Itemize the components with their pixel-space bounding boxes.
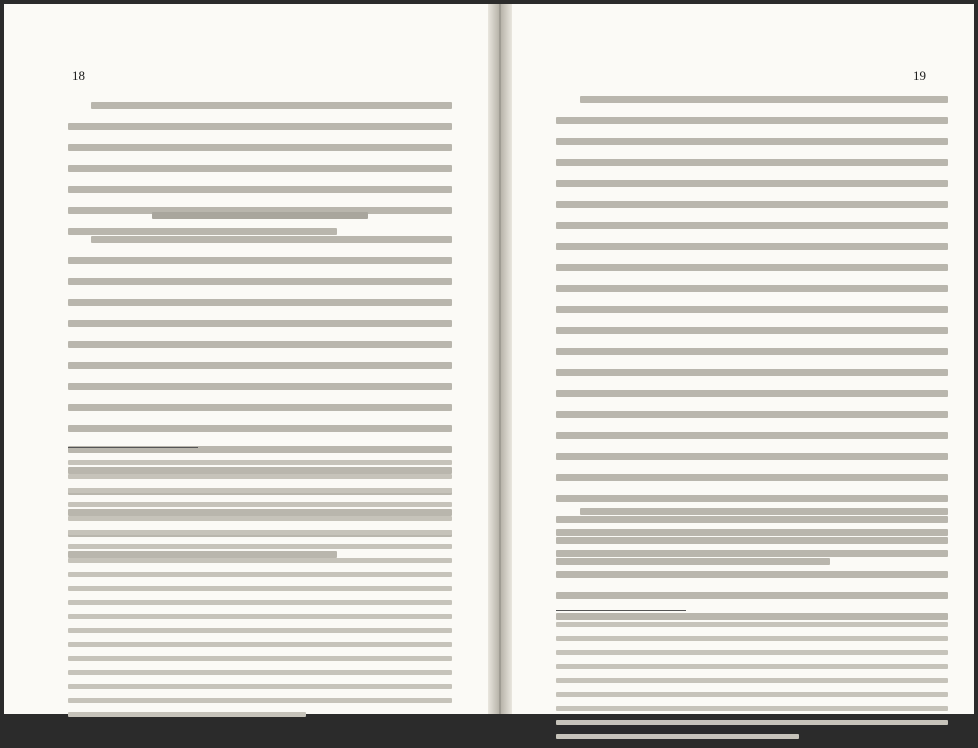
footnotes-block — [556, 622, 948, 748]
book-gutter — [488, 4, 512, 714]
left-page — [4, 4, 488, 714]
paragraph-block — [556, 508, 948, 634]
footnote-divider — [68, 447, 198, 448]
footnotes-block — [68, 460, 452, 726]
page-number: 18 — [72, 68, 85, 83]
page-number: 19 — [913, 68, 926, 83]
paragraph-block — [556, 96, 948, 579]
paragraph-block — [68, 102, 452, 249]
right-page — [512, 4, 974, 714]
section-heading-placeholder — [68, 212, 452, 219]
footnote-divider — [556, 610, 686, 611]
